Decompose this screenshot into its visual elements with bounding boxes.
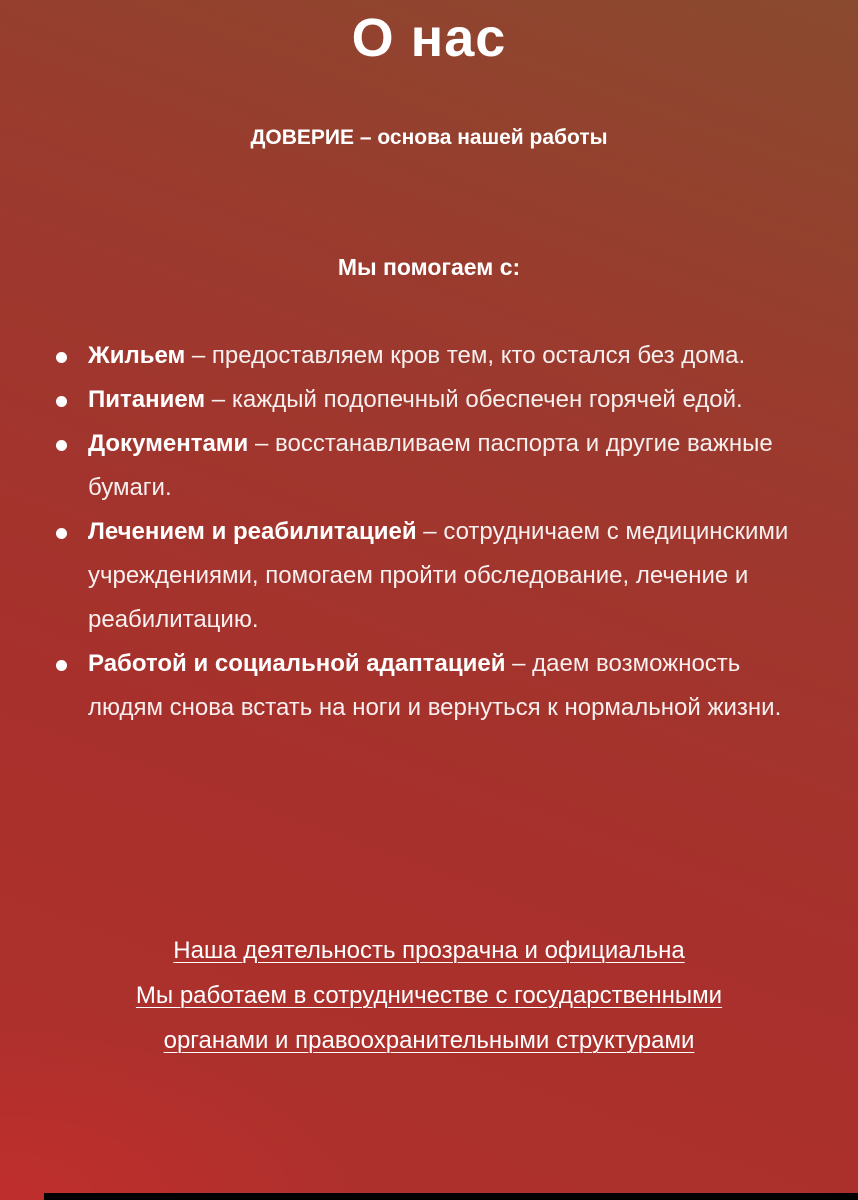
bullet-icon <box>56 396 67 407</box>
footer-statement <box>40 928 818 1063</box>
service-item-food <box>50 378 810 422</box>
service-item-documents <box>50 422 810 510</box>
services-list <box>50 334 810 730</box>
transparency-link[interactable]: Наша деятельность прозрачна и официальна <box>173 937 685 964</box>
cooperation-link-continued[interactable]: органами и правоохранительными структурами <box>163 1027 695 1054</box>
service-name: Жильем <box>88 342 186 369</box>
service-name: Лечением и реабилитацией <box>88 518 417 545</box>
bullet-icon <box>56 660 67 671</box>
service-name: Работой и социальной адаптацией <box>88 650 506 677</box>
service-item-work <box>50 642 810 730</box>
help-heading: Мы помогаем с: <box>337 254 521 280</box>
page-title: О нас <box>351 8 507 68</box>
cooperation-link[interactable]: Мы работаем в сотрудничестве с государственными <box>135 982 723 1009</box>
service-description: – предоставляем кров тем, кто остался без дома. <box>185 342 746 369</box>
bullet-icon <box>56 528 67 539</box>
service-description: – каждый подопечный обеспечен горячей едой. <box>205 386 743 413</box>
service-name: Питанием <box>88 386 206 413</box>
bullet-icon <box>56 352 67 363</box>
service-name: Документами <box>88 430 249 457</box>
service-item-housing <box>50 334 810 378</box>
bullet-icon <box>56 440 67 451</box>
service-item-treatment <box>50 510 810 642</box>
service-description: – восстанавливаем паспорта и другие важные бумаги. <box>88 430 773 501</box>
page-subtitle: ДОВЕРИЕ – основа нашей работы <box>250 126 608 149</box>
bottom-bar <box>44 1193 858 1200</box>
service-description: – сотрудничаем с медицинскими учреждениями, помогаем пройти обследование, лечение и реабилитацию. <box>88 518 789 633</box>
service-description: – даем возможность людям снова встать на ноги и вернуться к нормальной жизни. <box>88 650 782 721</box>
